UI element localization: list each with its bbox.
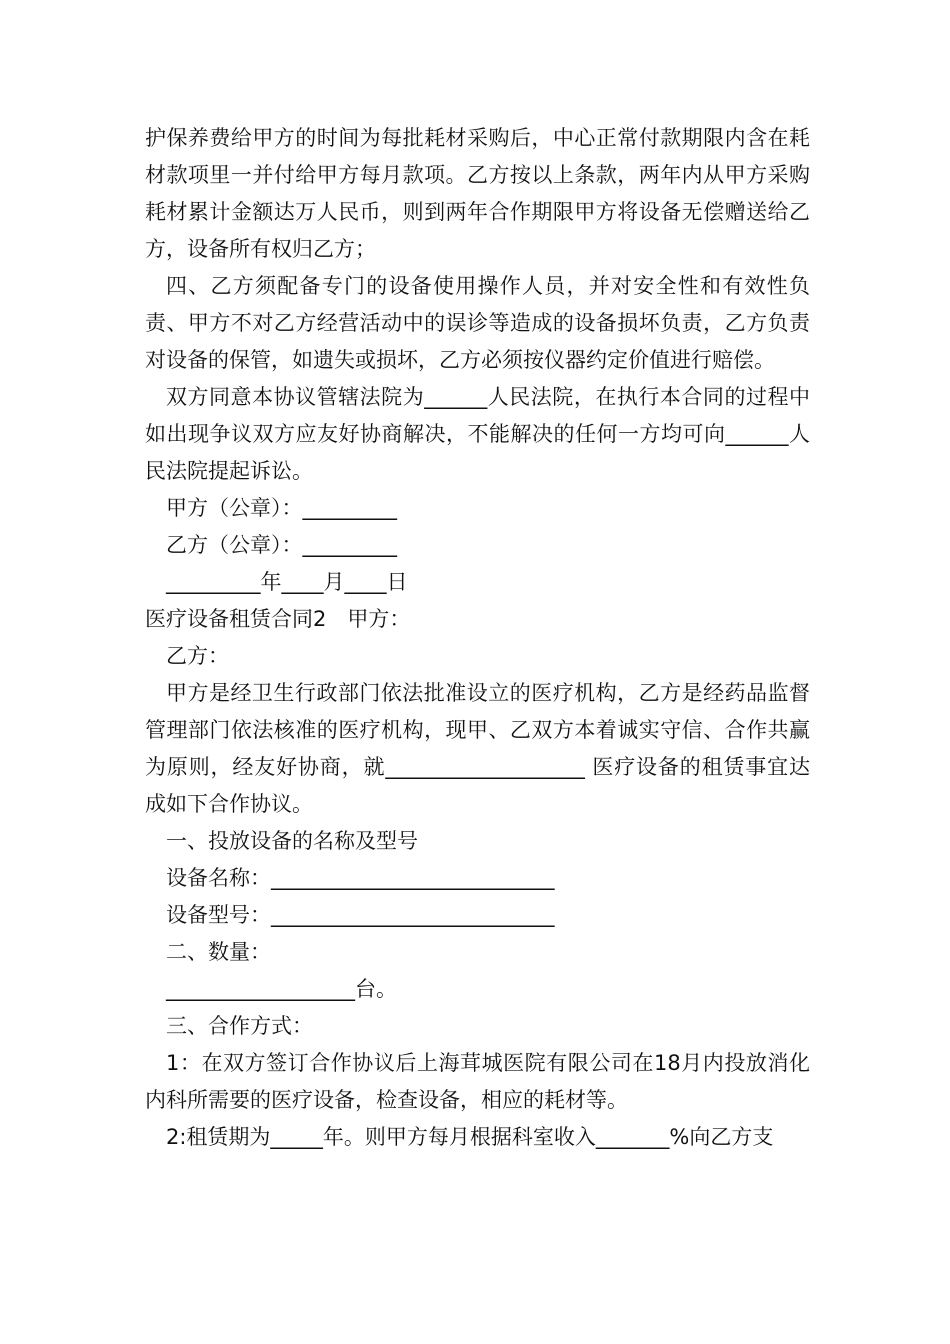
contract-title-line: 医疗设备租赁合同2 甲方： [145, 607, 411, 631]
paragraph-maintenance-fee: 护保养费给甲方的时间为每批耗材采购后，中心正常付款期限内含在耗材款项里一并付给甲方每月款项。乙方按以上条款，两年内从甲方采购耗材累计金额达万人民币，则到两年合作期限甲方将设备无偿赠送给乙方，设备所有权归乙方； [145, 126, 810, 261]
section-equipment-heading: 一、投放设备的名称及型号 [166, 829, 418, 853]
paragraph-jurisdiction: 双方同意本协议管辖法院为______人民法院，在执行本合同的过程中如出现争议双方应友好协商解决，不能解决的任何一方均可向______人民法院提起诉讼。 [145, 385, 810, 483]
document-body [145, 120, 810, 1156]
party-a-seal-line: 甲方（公章）：_________ [166, 496, 397, 520]
date-line: _________年____月____日 [166, 570, 408, 594]
equipment-model-line: 设备型号：___________________________ [166, 903, 555, 927]
paragraph-cooperation-1: 1：在双方签订合作协议后上海茸城医院有限公司在18月内投放消化内科所需要的医疗设备，检查设备，相应的耗材等。 [145, 1051, 810, 1112]
paragraph-clause-four: 四、乙方须配备专门的设备使用操作人员，并对安全性和有效性负责、甲方不对乙方经营活动中的误诊等造成的设备损坏负责，乙方负责对设备的保管，如遗失或损坏，乙方必须按仪器约定价值进行赔偿。 [145, 274, 810, 372]
quantity-line: __________________台。 [166, 977, 397, 1001]
paragraph-cooperation-2: 2:租赁期为_____年。则甲方每月根据科室收入_______%向乙方支 [166, 1125, 774, 1149]
equipment-name-line: 设备名称：___________________________ [166, 866, 555, 890]
paragraph-preamble: 甲方是经卫生行政部门依法批准设立的医疗机构，乙方是经药品监督管理部门依法核准的医疗机构，现甲、乙双方本着诚实守信、合作共赢为原则，经友好协商，就___________________ 医疗设备的租赁事宜达成如下合作协议。 [145, 681, 810, 816]
section-quantity-heading: 二、数量： [166, 940, 271, 964]
party-b-line: 乙方： [166, 644, 229, 668]
section-cooperation-heading: 三、合作方式： [166, 1014, 313, 1038]
party-b-seal-line: 乙方（公章）：_________ [166, 533, 397, 557]
